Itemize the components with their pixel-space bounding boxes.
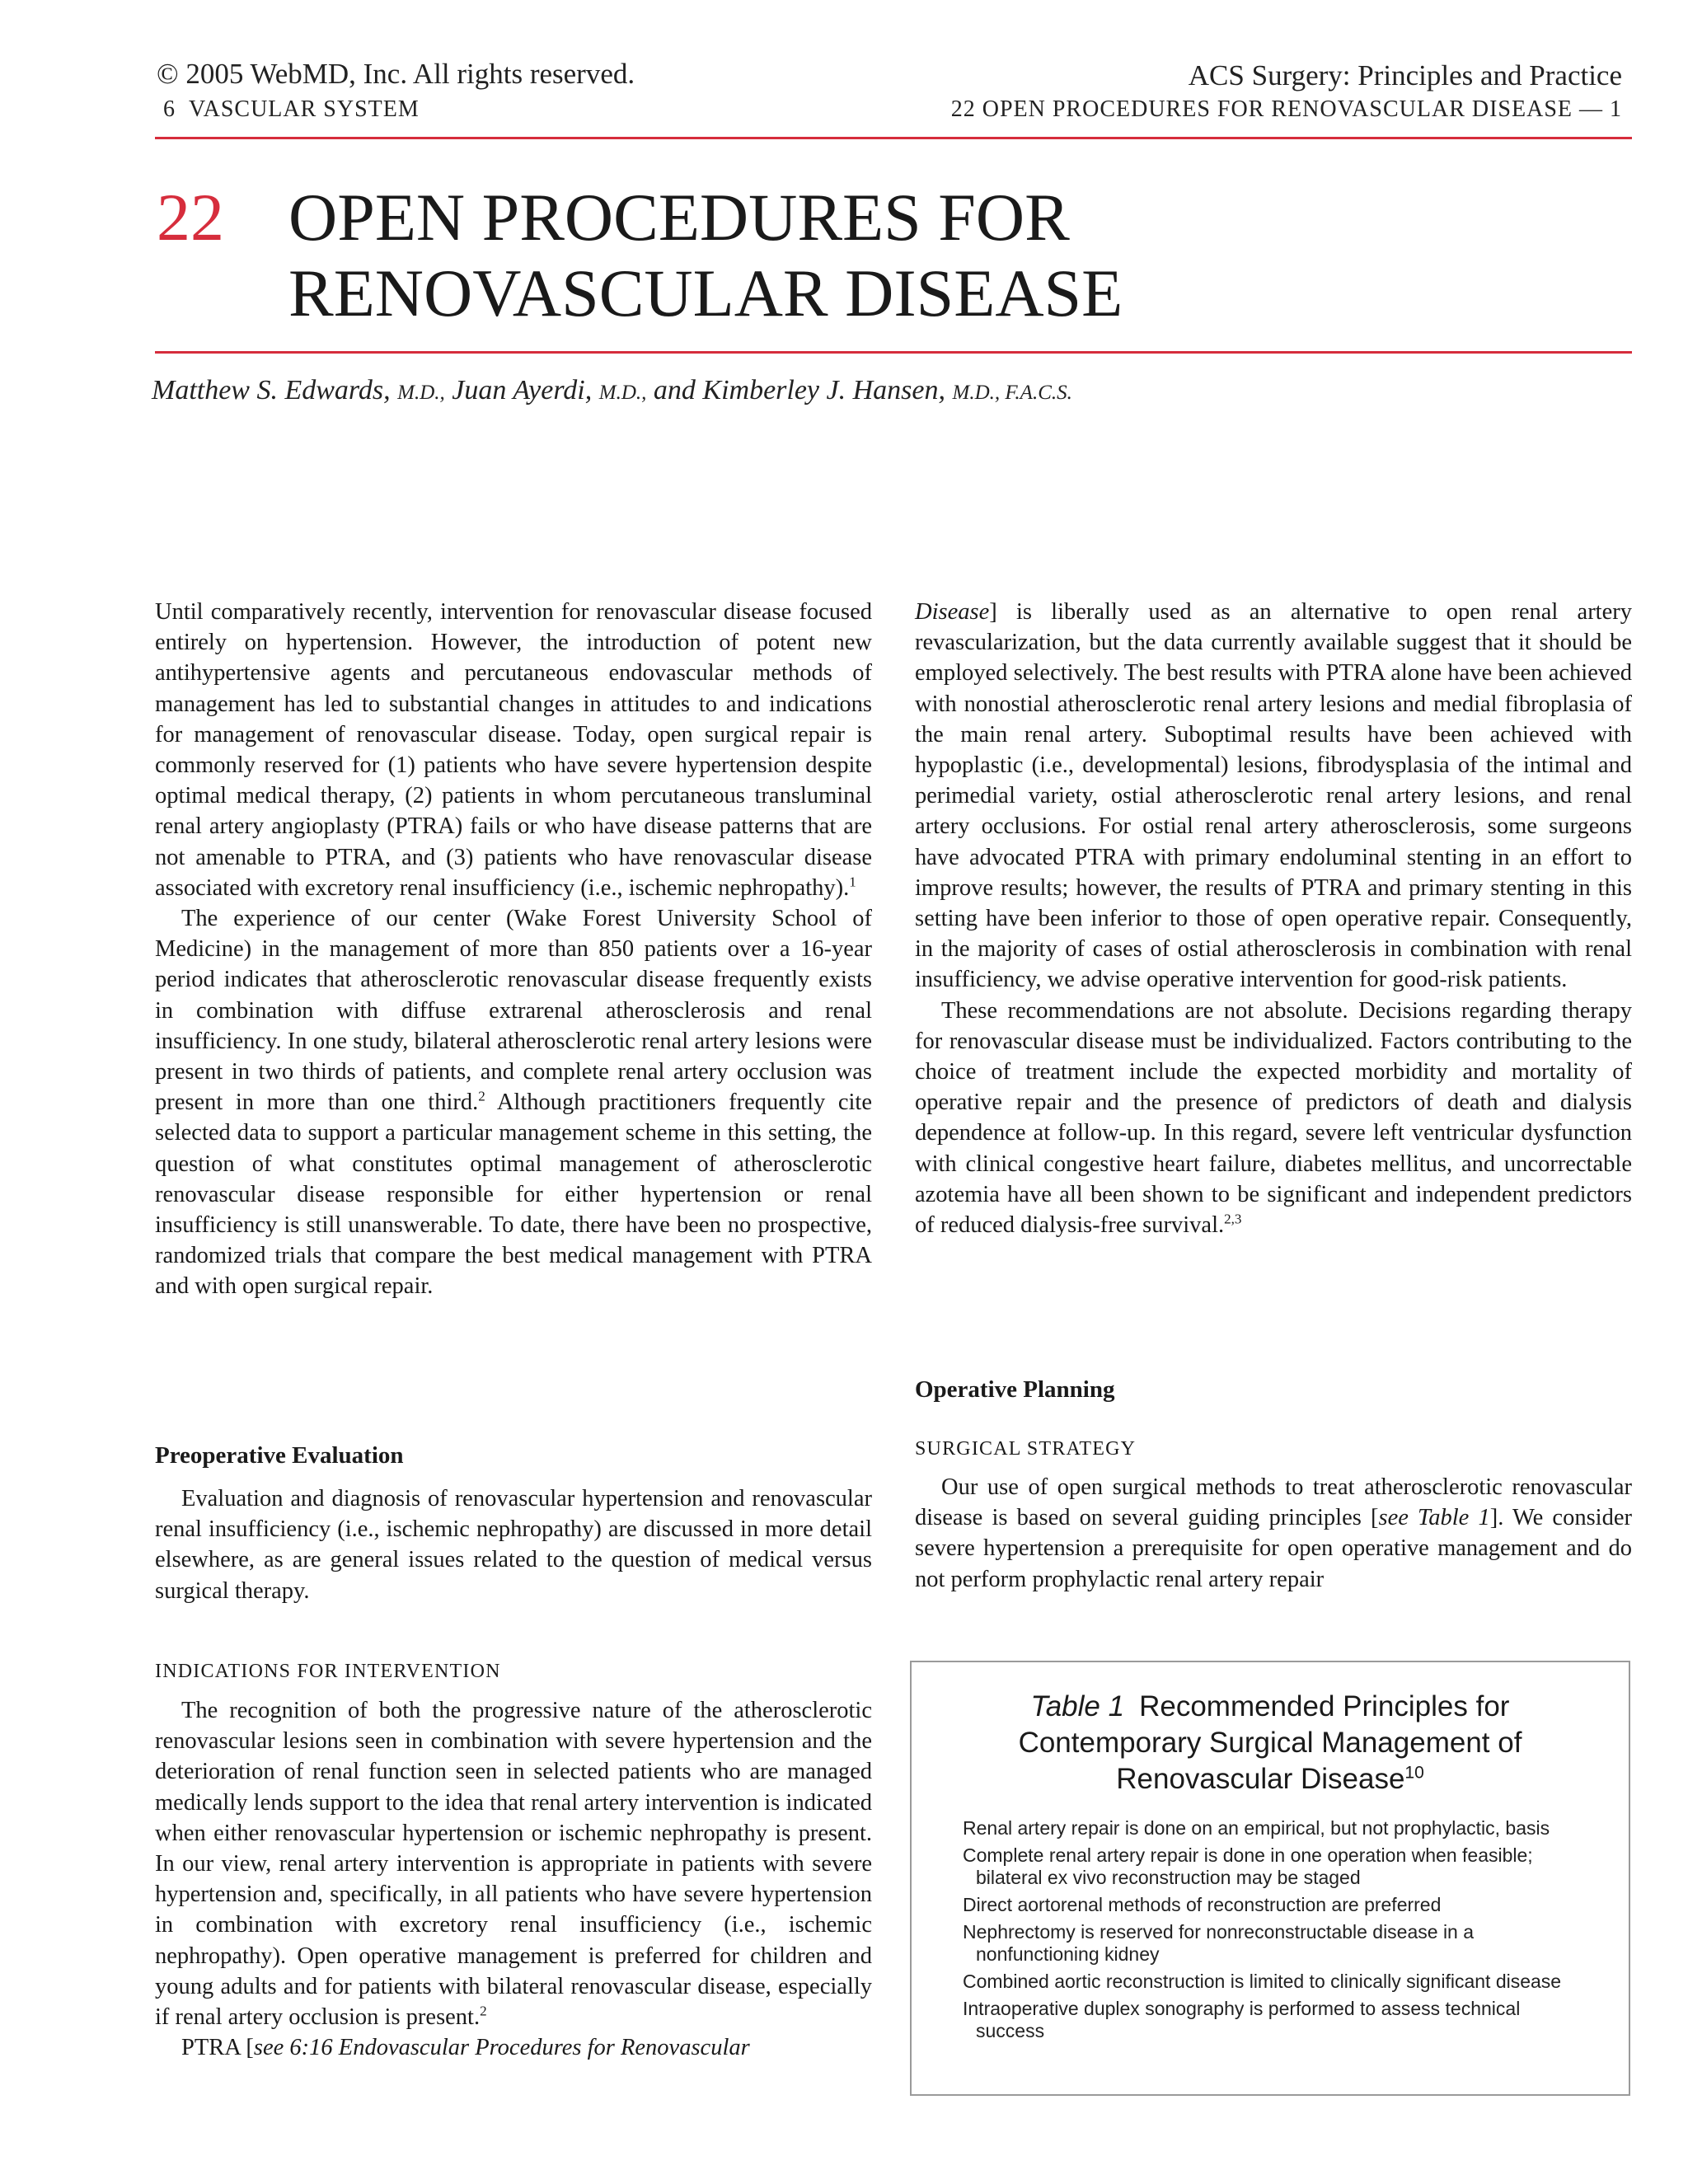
author-2-name: Juan Ayerdi, xyxy=(452,375,593,405)
indications-paragraph xyxy=(155,1695,872,2063)
section-label xyxy=(163,96,420,123)
chapter-number: 22 xyxy=(157,180,224,255)
table-1-title-line1: Recommended Principles for xyxy=(1139,1690,1510,1722)
continued-italic: Disease xyxy=(915,599,990,625)
table-cross-reference[interactable]: see Table 1 xyxy=(1378,1505,1490,1531)
title-rule xyxy=(155,351,1632,354)
strategy-paragraph xyxy=(915,1472,1632,1595)
author-line xyxy=(152,375,1072,406)
reference-mark: 1 xyxy=(849,874,856,890)
intro-paragraph-1 xyxy=(155,597,872,903)
author-1-degree: M.D., xyxy=(397,382,445,404)
author-1-name: Matthew S. Edwards, xyxy=(152,375,391,405)
section-number: 6 xyxy=(163,96,176,122)
strategy-text-a: Our use of open surgical methods to treat atherosclerotic renovascular disease is based on several guiding principles [ xyxy=(915,1474,1632,1531)
table-1-box xyxy=(910,1661,1630,2096)
recommendations-text: These recommendations are not absolute. Decisions regarding therapy for renovascular disease must be individualized. Factors contributing to the choice of treatment include the expected morbidity and mortality of operative repair and the presence of predictors of death and dialysis dependence at follow-up. In this regard, severe left ventricular dysfunction with clinical congestive heart failure, diabetes mellitus, and uncorrectable azotemia have all been shown to be significant and independent predictors of reduced dialysis-free survival. xyxy=(915,997,1632,1239)
indications-p1-text: The recognition of both the progressive nature of the atherosclerotic renovascular lesions seen in combination with severe hypertension and the deterioration of renal function seen in selected patients who are managed medically lends support to the idea that renal artery intervention is indicated when either renovascular hypertension or ischemic nephropathy is present. In our view, renal artery intervention is appropriate in patients with severe hypertension and, specifically, in all patients who have severe hypertension in combination with excretory renal insufficiency (i.e., ischemic nephropathy). Open operative management is preferred for children and young adults and for patients with bilateral renovascular disease, especially if renal artery occlusion is present. xyxy=(155,1698,872,2031)
copyright-notice: © 2005 WebMD, Inc. All rights reserved. xyxy=(157,58,635,90)
table-row: Combined aortic reconstruction is limited to clinically significant disease xyxy=(963,1971,1562,1992)
table-row: Nephrectomy is reserved for nonreconstructable disease in a nonfunctioning kidney xyxy=(963,1921,1475,1965)
author-3-degree: M.D., F.A.C.S. xyxy=(952,382,1072,404)
table-1-title-ref: 10 xyxy=(1404,1763,1424,1783)
indications-heading: INDICATIONS FOR INTERVENTION xyxy=(155,1661,501,1682)
running-head: 22 OPEN PROCEDURES FOR RENOVASCULAR DISEASE — 1 xyxy=(950,96,1622,122)
table-1-title-line3: Renovascular Disease xyxy=(1116,1763,1405,1795)
intro-p2-text-a: The experience of our center (Wake Forest University School of Medicine) in the management of more than 850 patients over a 16-year period indicates that atherosclerotic renovascular disease frequently exists in combination with diffuse extrarenal atherosclerosis and renal insufficiency. In one study, bilateral atherosclerotic renal artery lesions were present in two thirds of patients, and complete renal artery occlusion was present in more than one third. xyxy=(155,906,872,1116)
section-name: VASCULAR SYSTEM xyxy=(189,96,420,122)
strategy-text-b: ]. We consider severe hypertension a prerequisite for open operative management and do not perform prophylactic renal artery repair xyxy=(915,1505,1632,1592)
author-2-degree: M.D., xyxy=(598,382,647,404)
strategy-p xyxy=(915,1472,1632,1595)
intro-p2-text-b: Although practitioners frequently cite selected data to support a particular management scheme in this setting, the question of what constitutes optimal management of atherosclerotic renovascular disease responsible for either hypertension or renal insufficiency is still unanswerable. To date, there have been no prospective, randomized trials that compare the best medical management with PTRA and with open surgical repair. xyxy=(155,1090,872,1300)
table-row: Renal artery repair is done on an empirical, but not prophylactic, basis xyxy=(963,1817,1550,1839)
ptra-paragraph-start xyxy=(155,2032,872,2063)
table-1-label: Table 1 xyxy=(1030,1690,1125,1722)
reference-mark: 2 xyxy=(480,2003,487,2019)
preop-paragraph xyxy=(155,1483,872,1606)
operative-planning-heading: Operative Planning xyxy=(915,1376,1115,1403)
right-column-top xyxy=(915,597,1632,1240)
reference-mark: 2 xyxy=(478,1088,485,1104)
table-row: Intraoperative duplex sonography is performed to assess technical success xyxy=(963,1998,1521,2041)
intro-p1-text: Until comparatively recently, intervention for renovascular disease focused entirely on hypertension. However, the introduction of potent new antihypertensive agents and percutaneous endovascular methods of management has led to substantial changes in attitudes to and indications for management of renovascular disease. Today, open surgical repair is commonly reserved for (1) patients who have severe hypertension despite optimal medical therapy, (2) patients in whom percutaneous transluminal renal artery angioplasty (PTRA) fails or who have disease patterns that are not amenable to PTRA, and (3) patients who have renovascular disease associated with excretory renal insufficiency (i.e., ischemic nephropathy). xyxy=(155,599,872,901)
ptra-text: PTRA [ xyxy=(181,2035,254,2061)
indications-p1 xyxy=(155,1695,872,2032)
preoperative-evaluation-heading: Preoperative Evaluation xyxy=(155,1442,404,1469)
left-column-intro xyxy=(155,597,872,1302)
book-title: ACS Surgery: Principles and Practice xyxy=(1188,59,1622,91)
intro-paragraph-2 xyxy=(155,903,872,1302)
reference-mark: 2,3 xyxy=(1224,1211,1242,1227)
table-1-title xyxy=(912,1689,1629,1797)
table-row: Complete renal artery repair is done in one operation when feasible; bilateral ex vivo reconstruction may be staged xyxy=(963,1844,1533,1888)
ptra-continued-text: ] is liberally used as an alternative to open renal artery revascularization, but the data currently available suggest that it should be employed selectively. The best results with PTRA alone have been achieved with nonostial atherosclerotic renal artery lesions and medial fibroplasia of the main renal artery. Suboptimal results have been achieved with hypoplastic (i.e., developmental) lesions, fibrodysplasia of the intimal and perimedial variety, ostial atherosclerotic renal artery lesions, and renal artery occlusions. For ostial renal artery atherosclerosis, some surgeons have advocated PTRA with primary endoluminal stenting in an effort to improve results; however, the results of PTRA and primary stenting in this setting have been inferior to those of open operative repair. Consequently, in the majority of cases of ostial atherosclerosis in combination with renal insufficiency, we advise operative intervention for good-risk patients. xyxy=(915,599,1632,993)
chapter-title xyxy=(288,180,1123,331)
preop-p1-text: Evaluation and diagnosis of renovascular hypertension and renovascular renal insufficiency (i.e., ischemic nephropathy) are discussed in more detail elsewhere, as are general issues related to the question of medical versus surgical therapy. xyxy=(155,1486,872,1604)
chapter-title-line2: RENOVASCULAR DISEASE xyxy=(288,255,1123,330)
author-3-name: and Kimberley J. Hansen, xyxy=(653,375,945,405)
header-rule xyxy=(155,137,1632,139)
table-1-title-line2: Contemporary Surgical Management of xyxy=(1018,1727,1522,1759)
cross-reference-link[interactable]: see 6:16 Endovascular Procedures for Renovascular xyxy=(253,2035,750,2061)
surgical-strategy-heading: SURGICAL STRATEGY xyxy=(915,1438,1137,1460)
table-1-items xyxy=(963,1817,1589,2047)
table-row: Direct aortorenal methods of reconstruction are preferred xyxy=(963,1894,1442,1915)
chapter-title-line1: OPEN PROCEDURES FOR xyxy=(288,180,1070,255)
ptra-continued-paragraph xyxy=(915,597,1632,996)
recommendations-paragraph xyxy=(915,996,1632,1241)
